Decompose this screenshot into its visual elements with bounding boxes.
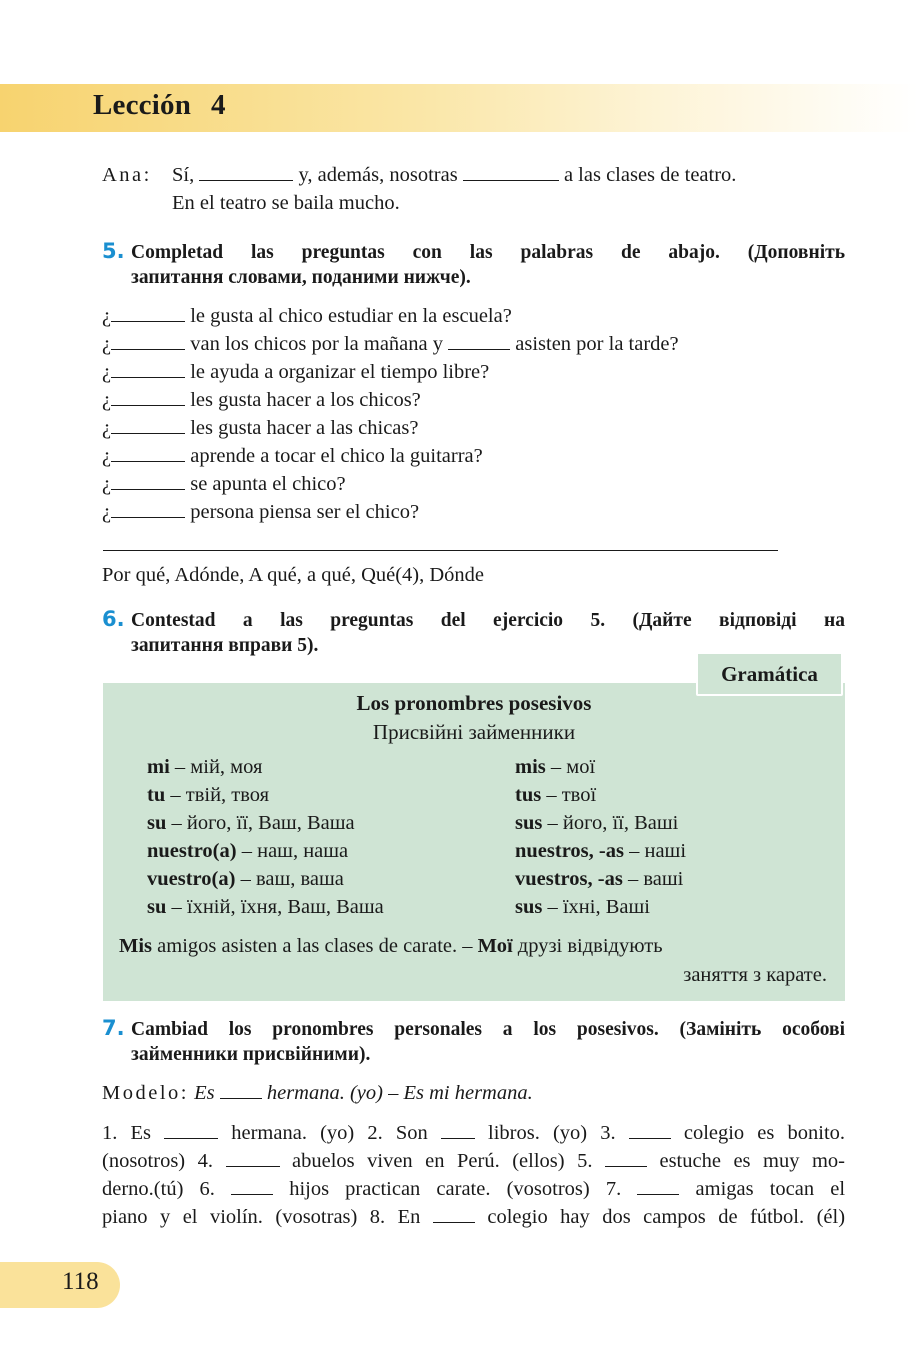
answer-blank[interactable]: [441, 1119, 475, 1139]
example-word: Mis: [119, 935, 153, 957]
exercise-line: [102, 1175, 845, 1203]
answer-blank[interactable]: [220, 1079, 262, 1099]
pronoun-word: nuestro(a): [147, 840, 237, 862]
question-item: [102, 414, 418, 442]
exercise-number: 6.: [102, 607, 125, 631]
exercise-text: piano y el violín. (vosotras) 8. En: [102, 1206, 421, 1228]
answer-blank[interactable]: [111, 358, 185, 378]
pronoun-meaning: – наші: [623, 840, 687, 862]
grammar-example: [119, 932, 663, 960]
answer-blank[interactable]: [637, 1175, 679, 1195]
model-label: Modelo:: [102, 1082, 189, 1104]
pronoun-word: vuestro(a): [147, 868, 236, 890]
pronoun-word: sus: [515, 812, 543, 834]
question-text: le ayuda a organizar el tiempo libre?: [190, 361, 490, 383]
pronoun-word: vuestros, -as: [515, 868, 623, 890]
question-item: [102, 498, 419, 526]
answer-blank[interactable]: [111, 498, 185, 518]
pronoun-word: tu: [147, 784, 166, 806]
answer-blank[interactable]: [448, 330, 510, 350]
answer-blank[interactable]: [605, 1147, 647, 1167]
page-number-tab: [0, 1262, 120, 1308]
dialog-text: y, además, nosotras: [298, 164, 458, 186]
pronoun-row: [147, 781, 269, 809]
exercise-text: hermana. (yo) 2. Son: [231, 1122, 428, 1144]
exercise-text: colegio hay dos campos de fútbol. (él): [487, 1206, 846, 1228]
exercise-number: 5.: [102, 239, 125, 263]
question-text: persona piensa ser el chico?: [190, 501, 420, 523]
pronoun-meaning: – твій, твоя: [165, 784, 270, 806]
answer-blank[interactable]: [231, 1175, 273, 1195]
pronoun-meaning: – мій, моя: [169, 756, 263, 778]
question-item: [102, 330, 679, 358]
model-example: [102, 1079, 533, 1107]
grammar-example-line-2: заняття з карате.: [683, 964, 827, 986]
answer-blank[interactable]: [164, 1119, 218, 1139]
pronoun-row: [147, 837, 348, 865]
exercise-text: abuelos viven en Perú. (ellos) 5.: [292, 1150, 593, 1172]
pronoun-row: [147, 865, 344, 893]
answer-blank[interactable]: [111, 386, 185, 406]
question-mark: ¿: [102, 417, 112, 439]
pronoun-word: sus: [515, 896, 543, 918]
exercise-line: [102, 1119, 845, 1147]
pronoun-row: [515, 837, 686, 865]
answer-blank[interactable]: [111, 442, 185, 462]
dialog-line-1: [172, 161, 736, 189]
question-mark: ¿: [102, 389, 112, 411]
page-number: 118: [62, 1268, 99, 1295]
dialog-speaker: Ana:: [102, 164, 152, 186]
question-mark: ¿: [102, 501, 112, 523]
exercise-line: [102, 1147, 845, 1175]
question-item: [102, 386, 421, 414]
question-mark: ¿: [102, 473, 112, 495]
pronoun-meaning: – їхні, Ваші: [542, 896, 650, 918]
lesson-title: [93, 89, 226, 122]
pronoun-meaning: – наш, наша: [236, 840, 349, 862]
answer-blank[interactable]: [226, 1147, 280, 1167]
exercise-number: 7.: [102, 1016, 125, 1040]
pronoun-word: mi: [147, 756, 170, 778]
dialog-text: Sí,: [172, 164, 195, 186]
answer-blank[interactable]: [199, 161, 293, 181]
grammar-title: Los pronombres posesivos: [356, 691, 592, 715]
pronoun-row: [147, 893, 384, 921]
question-text: le gusta al chico estudiar en la escuela?: [190, 305, 512, 327]
question-text: van los chicos por la mañana y: [190, 333, 443, 355]
answer-blank[interactable]: [111, 302, 185, 322]
exercise-text: hijos practican carate. (vosotros) 7.: [289, 1178, 622, 1200]
pronoun-meaning: – твої: [541, 784, 597, 806]
pronoun-row: [515, 893, 650, 921]
question-item: [102, 358, 489, 386]
pronoun-row: [515, 809, 678, 837]
exercise-instruction: займенники присвійними).: [131, 1044, 371, 1065]
answer-blank[interactable]: [433, 1203, 475, 1223]
answer-blank[interactable]: [111, 330, 185, 350]
grammar-subtitle: Присвійні займенники: [372, 720, 576, 744]
question-text: les gusta hacer a los chicos?: [190, 389, 421, 411]
example-text: amigos asisten a las clases de carate. –: [152, 935, 478, 957]
question-text: se apunta el chico?: [190, 473, 346, 495]
question-text: aprende a tocar el chico la guitarra?: [190, 445, 483, 467]
pronoun-word: tus: [515, 784, 542, 806]
question-item: [102, 302, 512, 330]
question-item: [102, 470, 346, 498]
pronoun-word: mis: [515, 756, 546, 778]
question-text: asisten por la tarde?: [515, 333, 679, 355]
pronoun-word: su: [147, 896, 167, 918]
dialog-line-2: En el teatro se baila mucho.: [172, 192, 400, 214]
pronoun-row: [515, 865, 683, 893]
answer-blank[interactable]: [463, 161, 559, 181]
pronoun-meaning: – їхній, їхня, Ваш, Ваша: [166, 896, 384, 918]
pronoun-word: su: [147, 812, 167, 834]
exercise-instruction: Cambiad los pronombres personales a los posesivos. (Замініть особові: [131, 1019, 845, 1040]
exercise-line: [102, 1203, 845, 1231]
exercise-text: colegio es bonito.: [683, 1122, 846, 1144]
answer-blank[interactable]: [629, 1119, 671, 1139]
example-text: друзі відвідують: [512, 935, 663, 957]
dialog-text: a las clases de teatro.: [563, 164, 737, 186]
pronoun-word: nuestros, -as: [515, 840, 624, 862]
grammar-tab: Gramática: [696, 652, 843, 696]
exercise-text: (nosotros) 4.: [102, 1150, 214, 1172]
word-bank: Por qué, Adónde, A qué, a qué, Qué(4), Dónde: [102, 564, 485, 586]
answer-blank[interactable]: [111, 470, 185, 490]
lesson-number: 4: [211, 89, 226, 121]
example-word: Мої: [477, 935, 513, 957]
question-text: les gusta hacer a las chicas?: [190, 417, 419, 439]
exercise-text: 1. Es: [102, 1122, 151, 1144]
pronoun-row: [147, 809, 355, 837]
question-item: [102, 442, 483, 470]
question-mark: ¿: [102, 305, 112, 327]
exercise-text: amigas tocan el: [695, 1178, 846, 1200]
model-text: Es: [194, 1082, 215, 1104]
question-mark: ¿: [102, 445, 112, 467]
pronoun-meaning: – ваш, ваша: [235, 868, 344, 890]
model-text: hermana. (yo) – Es mi hermana.: [266, 1082, 533, 1104]
pronoun-meaning: – його, її, Ваш, Ваша: [166, 812, 355, 834]
lesson-label: Lección: [93, 89, 192, 121]
pronoun-row: [515, 753, 595, 781]
exercise-text: libros. (yo) 3.: [488, 1122, 616, 1144]
exercise-instruction: запитання словами, поданими нижче).: [131, 267, 471, 288]
exercise-instruction: Completad las preguntas con las palabras de abajo. (Доповніть: [131, 242, 845, 263]
answer-blank[interactable]: [111, 414, 185, 434]
divider-line: [103, 550, 778, 551]
pronoun-row: [515, 781, 596, 809]
exercise-text: derno.(tú) 6.: [102, 1178, 215, 1200]
question-mark: ¿: [102, 361, 112, 383]
exercise-text: estuche es muy mo-: [659, 1150, 845, 1172]
pronoun-meaning: – ваші: [622, 868, 684, 890]
exercise-instruction: запитання вправи 5).: [131, 635, 319, 656]
pronoun-row: [147, 753, 262, 781]
pronoun-meaning: – його, її, Ваші: [542, 812, 679, 834]
question-mark: ¿: [102, 333, 112, 355]
exercise-instruction: Contestad a las preguntas del ejercicio 5. (Дайте відповіді на: [131, 610, 845, 631]
pronoun-meaning: – мої: [545, 756, 596, 778]
